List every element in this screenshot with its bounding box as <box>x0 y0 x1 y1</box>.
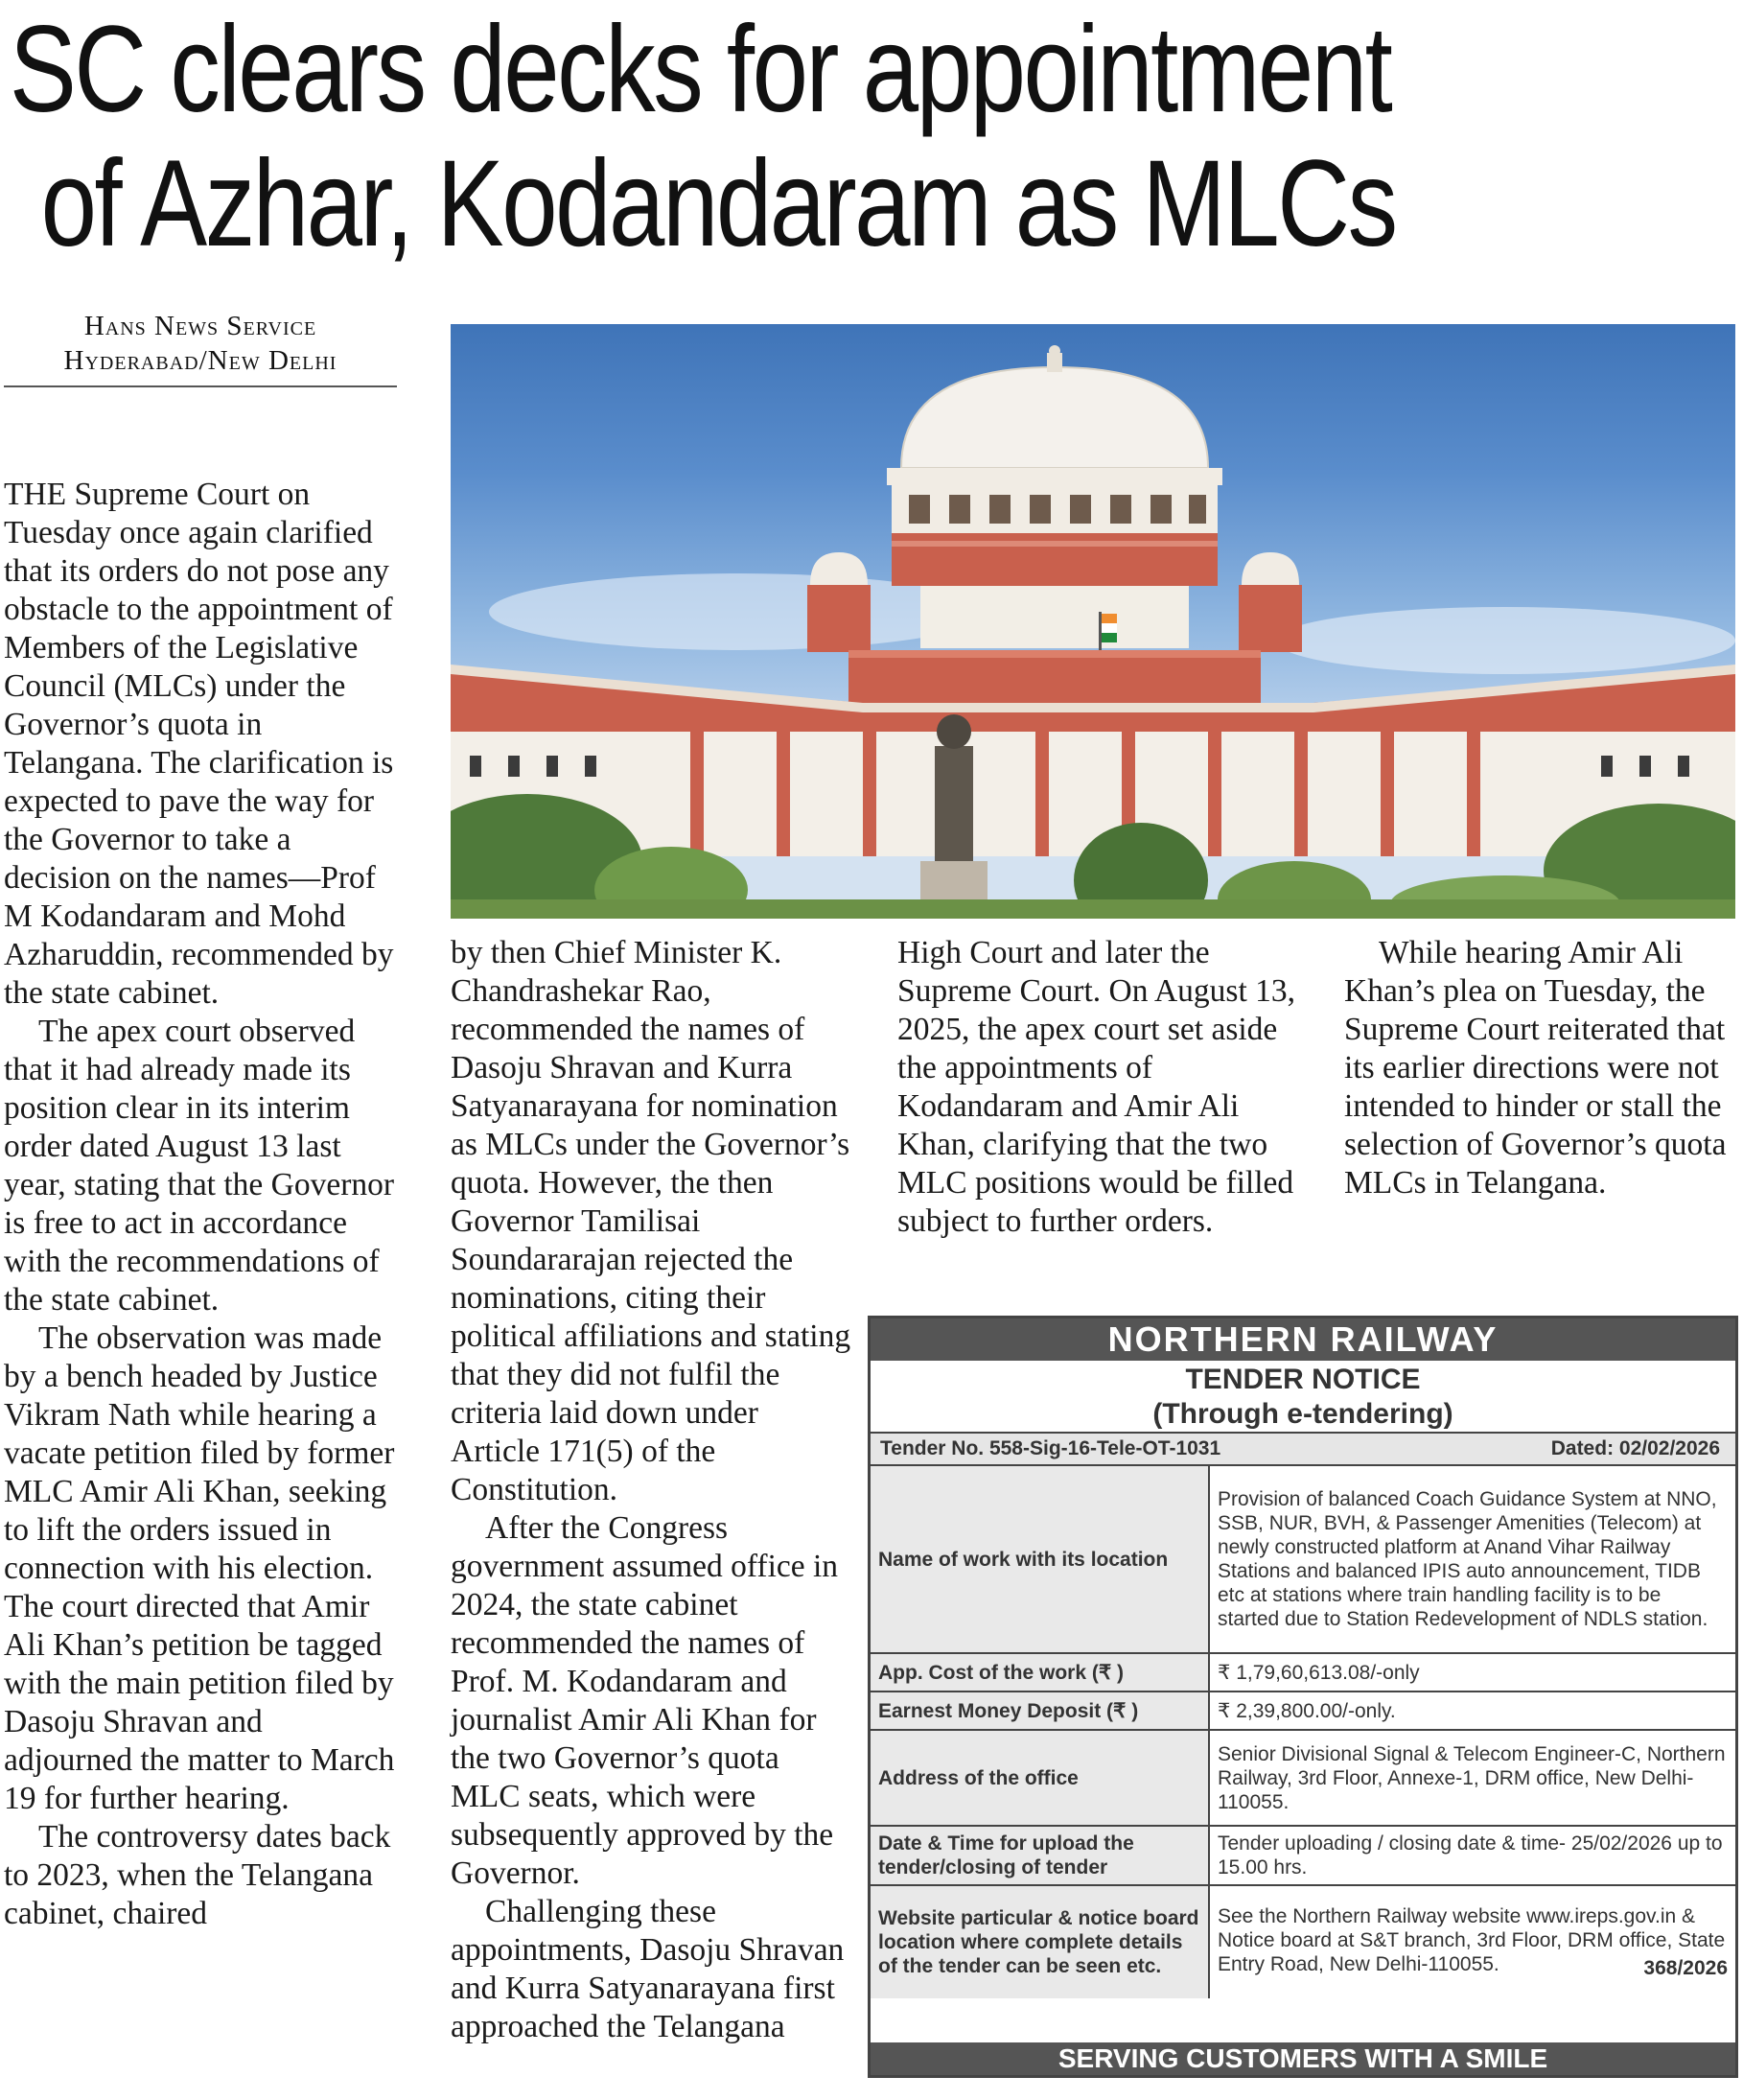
article-column-2 <box>451 934 853 2046</box>
tender-number-row <box>871 1432 1735 1464</box>
table-row <box>871 1692 1735 1730</box>
tender-details-table <box>871 1464 1735 1998</box>
article-paragraph: After the Congress government assumed office in 2024, the state cabinet recommended the names of Prof. M. Kodandaram and journalist Amir Ali Khan for the two Governor’s quota MLC seats, which were subsequently approved by the Governor. <box>451 1510 839 1891</box>
table-value: Senior Divisional Signal & Telecom Engineer-C, Northern Railway, 3rd Floor, Annexe-1, DRM office, New Delhi-110055. <box>1209 1730 1735 1826</box>
table-key: Website particular & notice board location where complete details of the tender can be seen etc. <box>871 1885 1209 1998</box>
tender-number: Tender No. 558-Sig-16-Tele-OT-1031 <box>880 1437 1221 1459</box>
article-paragraph: THE Supreme Court on Tuesday once again clarified that its orders do not pose any obstacle to the appointment of Members of the Legislative Council (MLCs) under the Governor’s quota in Telangana. The clarification is expected to pave the way for the Governor to take a decision on the names—Prof M Kodandaram and Mohd Azharuddin, recommended by the state cabinet. <box>4 477 394 1011</box>
table-key: Address of the office <box>871 1730 1209 1826</box>
article-paragraph: The observation was made by a bench headed by Justice Vikram Nath while hearing a vacate petition filed by former MLC Amir Ali Khan, seeking to lift the orders issued in connection with his election. The court directed that Amir Ali Khan’s petition be tagged with the main petition filed by Dasoju Shravan and adjourned the matter to March 19 for further hearing. <box>4 1320 395 1816</box>
tender-subtitle: (Through e-tendering) <box>1152 1398 1453 1430</box>
table-key: Date & Time for upload the tender/closing of tender <box>871 1826 1209 1885</box>
article-paragraph: The apex court observed that it had already made its position clear in its interim order dated August 13 last year, stating that the Governor is free to act in accordance with the recommendations of the state cabinet. <box>4 1014 395 1318</box>
table-key: Earnest Money Deposit (₹ ) <box>871 1692 1209 1730</box>
table-key: App. Cost of the work (₹ ) <box>871 1653 1209 1692</box>
article-paragraph: While hearing Amir Ali Khan’s plea on Tuesday, the Supreme Court reiterated that its earlier directions were not intended to hinder or stall the selection of Governor’s quota MLCs in Telangana. <box>1344 935 1727 1201</box>
table-row <box>871 1653 1735 1692</box>
table-row <box>871 1826 1735 1885</box>
tender-website-text: See the Northern Railway website www.ireps.gov.in & Notice board at S&T branch, 3rd Floor, DRM office, State Entry Road, New Delhi-110055. <box>1218 1905 1726 1975</box>
article-paragraph: The controversy dates back to 2023, when the Telangana cabinet, chaired <box>4 1819 391 1931</box>
byline-location: Hyderabad/New Delhi <box>63 345 337 376</box>
article-column-3 <box>897 934 1300 1241</box>
headline-line-1: SC clears decks for appointment <box>9 1 1391 138</box>
article-column-1 <box>4 476 397 1933</box>
table-value: ₹ 2,39,800.00/-only. <box>1209 1692 1735 1730</box>
tender-ref-number: 368/2026 <box>1643 1957 1728 1979</box>
table-value: Provision of balanced Coach Guidance System at NNO, SSB, NUR, BVH, & Passenger Amenities (Telecom) at newly constructed platform at Anand Vihar Railway Stations and balanced IPIS auto announcement, TIDB etc at stations where train handling facility is to be started due to Station Redevelopment of NDLS station. <box>1209 1465 1735 1653</box>
article-paragraph: Challenging these appointments, Dasoju Shravan and Kurra Satyanarayana first approached the Telangana <box>451 1894 845 2044</box>
supreme-court-photo <box>451 324 1735 919</box>
table-row <box>871 1730 1735 1826</box>
table-value: ₹ 1,79,60,613.08/-only <box>1209 1653 1735 1692</box>
article-column-4 <box>1344 934 1737 1202</box>
headline-line-2: of Azhar, Kodandaram as MLCs <box>40 135 1396 272</box>
tender-date: Dated: 02/02/2026 <box>1550 1437 1720 1459</box>
table-key: Name of work with its location <box>871 1465 1209 1653</box>
supreme-court-illustration <box>451 324 1735 919</box>
article-paragraph: by then Chief Minister K. Chandrashekar Rao, recommended the names of Dasoju Shravan and Kurra Satyanarayana for nomination as MLCs under the Governor’s quota. However, the then Governor Tamilisai Soundararajan rejected the nominations, citing their political affiliations and stating that they did not fulfil the criteria laid down under Article 171(5) of the Constitution. <box>451 935 851 1507</box>
byline <box>4 309 397 387</box>
article-paragraph: High Court and later the Supreme Court. On August 13, 2025, the apex court set aside the appointments of Kodandaram and Amir Ali Khan, clarifying that the two MLC positions would be filled subject to further orders. <box>897 935 1296 1239</box>
table-row <box>871 1465 1735 1653</box>
table-value <box>1209 1885 1735 1998</box>
tender-org: NORTHERN RAILWAY <box>871 1318 1735 1361</box>
byline-agency: Hans News Service <box>83 311 317 341</box>
tender-footer: SERVING CUSTOMERS WITH A SMILE <box>871 2042 1735 2075</box>
table-row <box>871 1885 1735 1998</box>
tender-notice-ad <box>868 1316 1738 2078</box>
table-value: Tender uploading / closing date & time- 25/02/2026 up to 15.00 hrs. <box>1209 1826 1735 1885</box>
tender-title: TENDER NOTICE <box>1185 1364 1421 1395</box>
